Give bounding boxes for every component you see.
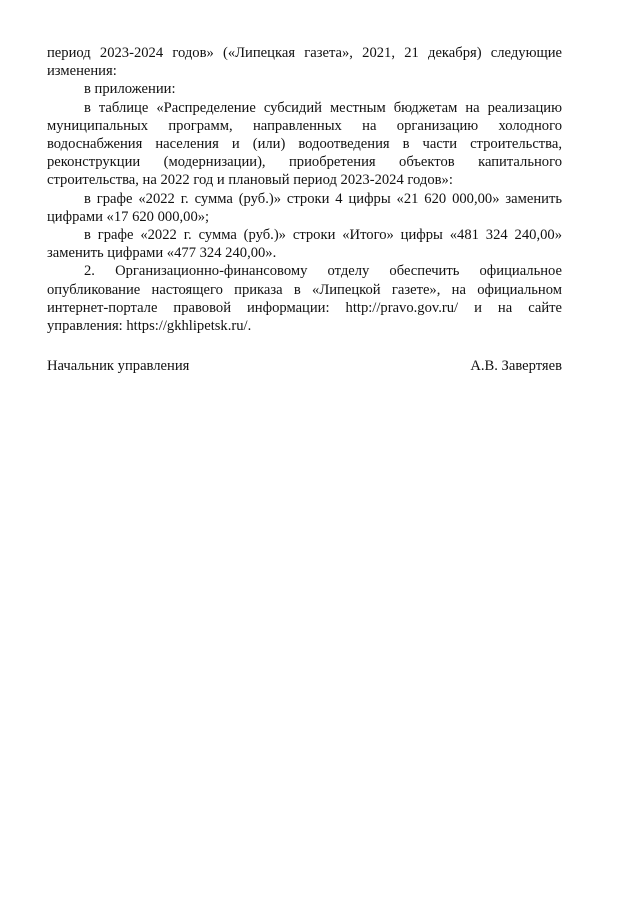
paragraph-table-title: в таблице «Распределение субсидий местным бюджетам на реализацию муниципальных программ, направленных на организацию холодного водоснабжения населения и (или) водоотведения в части строительства, реконструкции (модернизации), приобретения объектов капитального строительства, на 2022 год и плановый период 2023-2024 годов»: (47, 99, 562, 189)
paragraph-publication-order: 2. Организационно-финансовому отделу обеспечить официальное опубликование настоящего приказа в «Липецкой газете», на официальном интернет-портале правовой информации: http://pravo.gov.ru/ и на сайте управления: https://gkhlipetsk.ru/. (47, 263, 562, 335)
paragraph-row-4-change: в графе «2022 г. сумма (руб.)» строки 4 цифры «21 620 000,00» заменить цифрами «17 620 000,00»; (47, 190, 562, 225)
paragraph-changes-intro: период 2023-2024 годов» («Липецкая газета», 2021, 21 декабря) следующие изменения: (47, 45, 562, 80)
signatory-name: А.В. Завертяев (470, 358, 562, 374)
signatory-position: Начальник управления (47, 358, 190, 374)
paragraph-total-change: в графе «2022 г. сумма (руб.)» строки «Итого» цифры «481 324 240,00» заменить цифрами «477 324 240,00». (47, 227, 562, 262)
signature-block (47, 357, 562, 375)
document-body (47, 44, 562, 335)
paragraph-in-appendix: в приложении: (84, 81, 176, 98)
